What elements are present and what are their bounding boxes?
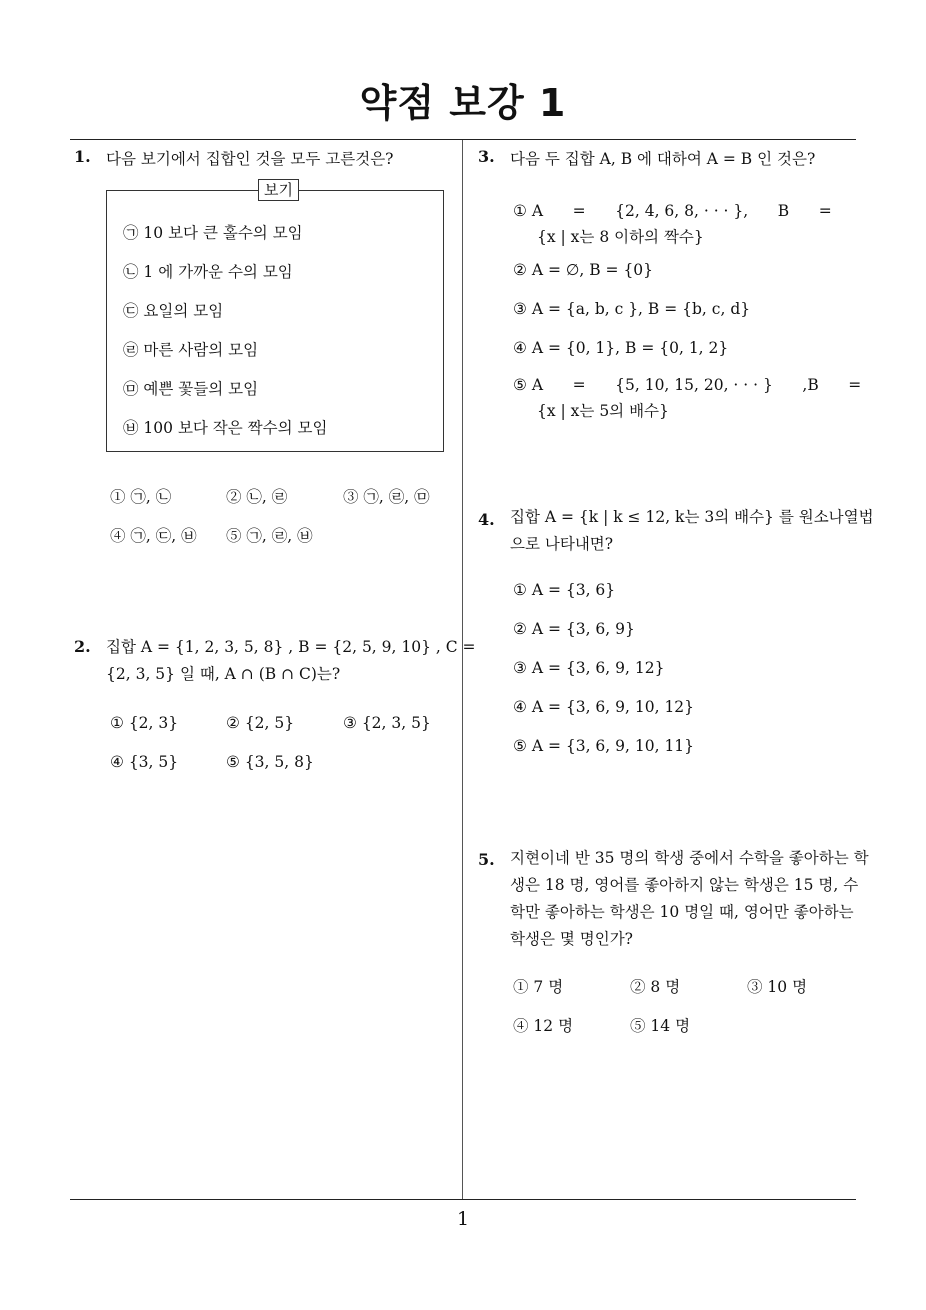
answer-choice-3[interactable]: ③ A = {3, 6, 9, 12} bbox=[513, 659, 665, 677]
answer-choice-line: {x | x는 5의 배수} bbox=[537, 402, 669, 420]
answer-choice-line: {x | x는 8 이하의 짝수} bbox=[537, 228, 704, 246]
question-2-line: {2, 3, 5} 일 때, A ∩ (B ∩ C)는? bbox=[106, 665, 341, 683]
answer-choice-4[interactable]: ④ {3, 5} bbox=[110, 753, 179, 771]
question-1-text: 다음 보기에서 집합인 것을 모두 고른것은? bbox=[106, 150, 394, 168]
column-divider bbox=[462, 140, 463, 1200]
example-item: ㉡ 1 에 가까운 수의 모임 bbox=[123, 263, 293, 281]
answer-choice-3[interactable]: ③ A = {a, b, c }, B = {b, c, d} bbox=[513, 300, 751, 318]
answer-choice-2[interactable]: ② {2, 5} bbox=[226, 714, 295, 732]
answer-choice-5[interactable] bbox=[513, 372, 862, 424]
answer-choice-5[interactable]: ⑤ A = {3, 6, 9, 10, 11} bbox=[513, 737, 695, 755]
question-2-text bbox=[106, 634, 476, 688]
question-2-line: 집합 A = {1, 2, 3, 5, 8} , B = {2, 5, 9, 10} , C = bbox=[106, 638, 476, 656]
answer-choice-1[interactable]: ① ㉠, ㉡ bbox=[110, 488, 172, 506]
question-5-line: 학만 좋아하는 학생은 10 명일 때, 영어만 좋아하는 bbox=[510, 903, 854, 921]
example-box bbox=[106, 181, 444, 452]
example-box-label: 보기 bbox=[258, 179, 299, 201]
question-4-text bbox=[510, 504, 874, 558]
answer-choice-4[interactable]: ④ 12 명 bbox=[513, 1017, 574, 1035]
answer-choice-1[interactable]: ① A = {3, 6} bbox=[513, 581, 616, 599]
question-5-number: 5. bbox=[478, 850, 495, 869]
answer-choice-3[interactable]: ③ ㉠, ㉣, ㉤ bbox=[343, 488, 430, 506]
example-item: ㉠ 10 보다 큰 홀수의 모임 bbox=[123, 224, 303, 242]
answer-choice-4[interactable]: ④ A = {0, 1}, B = {0, 1, 2} bbox=[513, 339, 729, 357]
question-5-line: 생은 18 명, 영어를 좋아하지 않는 학생은 15 명, 수 bbox=[510, 876, 859, 894]
answer-choice-2[interactable]: ② A = ∅, B = {0} bbox=[513, 261, 654, 279]
page-title: 약점 보강 1 bbox=[359, 81, 567, 125]
answer-choice-5[interactable]: ⑤ 14 명 bbox=[630, 1017, 691, 1035]
example-item: ㉤ 예쁜 꽃들의 모임 bbox=[123, 380, 259, 398]
answer-choice-3[interactable]: ③ {2, 3, 5} bbox=[343, 714, 431, 732]
page-number: 1 bbox=[456, 1208, 470, 1230]
example-item: ㉣ 마른 사람의 모임 bbox=[123, 341, 259, 359]
answer-choice-2[interactable]: ② ㉡, ㉣ bbox=[226, 488, 288, 506]
answer-choice-2[interactable]: ② 8 명 bbox=[630, 978, 681, 996]
question-2-number: 2. bbox=[74, 637, 91, 656]
answer-choice-5[interactable]: ⑤ ㉠, ㉣, ㉥ bbox=[226, 527, 313, 545]
example-item: ㉢ 요일의 모임 bbox=[123, 302, 224, 320]
top-rule bbox=[70, 139, 856, 140]
question-4-line: 집합 A = {k | k ≤ 12, k는 3의 배수} 를 원소나열법 bbox=[510, 508, 874, 526]
question-4-line: 으로 나타내면? bbox=[510, 535, 614, 553]
answer-choice-line: ⑤ A = {5, 10, 15, 20, · · · } ,B = bbox=[513, 376, 862, 394]
question-3-text: 다음 두 집합 A, B 에 대하여 A = B 인 것은? bbox=[510, 150, 816, 168]
answer-choice-1[interactable]: ① {2, 3} bbox=[110, 714, 179, 732]
question-1-number: 1. bbox=[74, 147, 91, 166]
question-3-number: 3. bbox=[478, 147, 495, 166]
question-5-text bbox=[510, 845, 869, 953]
answer-choice-3[interactable]: ③ 10 명 bbox=[747, 978, 808, 996]
bottom-rule bbox=[70, 1199, 856, 1200]
answer-choice-5[interactable]: ⑤ {3, 5, 8} bbox=[226, 753, 314, 771]
answer-choice-1[interactable]: ① 7 명 bbox=[513, 978, 564, 996]
question-4-number: 4. bbox=[478, 510, 495, 529]
answer-choice-line: ① A = {2, 4, 6, 8, · · · }, B = bbox=[513, 202, 832, 220]
answer-choice-4[interactable]: ④ A = {3, 6, 9, 10, 12} bbox=[513, 698, 695, 716]
question-5-line: 지현이네 반 35 명의 학생 중에서 수학을 좋아하는 학 bbox=[510, 849, 869, 867]
answer-choice-4[interactable]: ④ ㉠, ㉢, ㉥ bbox=[110, 527, 197, 545]
answer-choice-1[interactable] bbox=[513, 198, 853, 250]
answer-choice-2[interactable]: ② A = {3, 6, 9} bbox=[513, 620, 635, 638]
example-item: ㉥ 100 보다 작은 짝수의 모임 bbox=[123, 419, 328, 437]
question-5-line: 학생은 몇 명인가? bbox=[510, 930, 633, 948]
